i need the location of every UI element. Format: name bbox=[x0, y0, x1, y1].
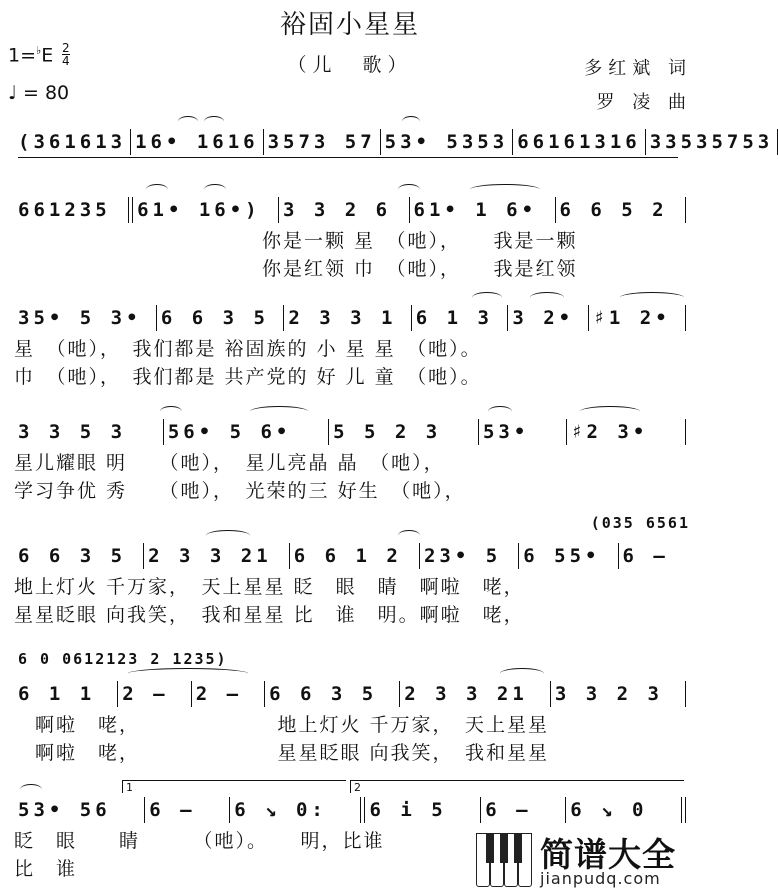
slur bbox=[204, 116, 224, 127]
measure: 6 1 3 bbox=[415, 307, 493, 329]
measure: 66161316 bbox=[517, 131, 641, 153]
measure: 6 55• bbox=[523, 545, 601, 567]
lyric-verse-1: 星 （吔）， 我们都是 裕固族的 小 星 星 （吔）。 bbox=[14, 338, 482, 360]
piano-keys-icon bbox=[476, 833, 534, 885]
slur bbox=[160, 406, 182, 417]
notes-row bbox=[14, 128, 774, 156]
measure: 6 ↘ 0: bbox=[234, 799, 327, 821]
measure: 53• 56 bbox=[18, 799, 111, 821]
slur bbox=[178, 116, 198, 127]
measure: 3 3 2 3 bbox=[554, 683, 663, 705]
lyric-verse-1: 眨 眼 睛 （吔）。 明，比谁 bbox=[14, 830, 385, 852]
measure: 23• 5 bbox=[423, 545, 502, 567]
lyric-verse-2: 学习争优 秀 （吔）， 光荣的三 好生 （吔）， bbox=[14, 480, 466, 502]
slur bbox=[206, 530, 250, 541]
measure: 6 6 5 2 bbox=[559, 199, 668, 221]
barline bbox=[685, 419, 686, 445]
logo-brand: 简谱大全 bbox=[540, 835, 676, 874]
lyric-verse-2: 星星眨眼 向我笑， 我和星星 比 谁 明。啊啦 咾， bbox=[14, 604, 525, 626]
lyric-verse-2: 比 谁 bbox=[14, 858, 78, 880]
lyricist: 多红斌 词 bbox=[584, 58, 692, 79]
measure: 6 1 1 bbox=[18, 683, 96, 705]
measure: ♯1 2• bbox=[593, 307, 671, 329]
volta-first-ending: 1 bbox=[122, 780, 346, 793]
lyric-verse-1: 地上灯火 千万家， 天上星星 眨 眼 睛 啊啦 咾， bbox=[14, 576, 525, 598]
measure: 6 6 3 5 bbox=[269, 683, 378, 705]
time-signature: 2 4 bbox=[62, 41, 70, 68]
slur bbox=[250, 406, 308, 417]
lyric-verse-2: 巾 （吔）， 我们都是 共产党的 好 儿 童 （吔）。 bbox=[14, 366, 482, 388]
measure: 53• bbox=[482, 421, 530, 443]
beam-underline bbox=[18, 157, 678, 158]
measure: 661235 bbox=[18, 199, 111, 221]
measure: 33535753 bbox=[649, 131, 774, 153]
measure: 2 — bbox=[122, 683, 169, 705]
measure: 2 3 3 1 bbox=[288, 307, 397, 329]
key-signature: 1=♭E bbox=[8, 44, 54, 67]
notes-row bbox=[14, 542, 686, 570]
measure: 3573 57 bbox=[267, 131, 376, 153]
slur bbox=[472, 292, 502, 303]
slur bbox=[500, 668, 544, 679]
credits bbox=[584, 52, 692, 120]
measure: 6 6 3 5 bbox=[18, 545, 127, 567]
slur bbox=[402, 116, 420, 127]
barline bbox=[685, 681, 686, 707]
lyric-verse-1: 你是一颗 星 （吔）， 我是一颗 bbox=[262, 230, 578, 252]
measure: 6 i 5 bbox=[369, 799, 447, 821]
measure: 2 3 3 21 bbox=[404, 683, 528, 705]
measure: 6 ↘ 0 bbox=[570, 799, 648, 821]
notes-row bbox=[14, 418, 686, 446]
measure: (361613 bbox=[18, 131, 127, 153]
slur bbox=[128, 668, 248, 679]
lyric-verse-2: 啊啦 咾， 星星眨眼 向我笑， 我和星星 bbox=[14, 742, 550, 764]
measure: 5 5 2 3 bbox=[333, 421, 442, 443]
measure: 35• 5 3• bbox=[18, 307, 142, 329]
final-barline bbox=[681, 797, 686, 823]
interlude: (035 6561 bbox=[590, 514, 690, 532]
measure: 6 6 1 2 bbox=[293, 545, 402, 567]
measure: 3 3 5 3 bbox=[18, 421, 127, 443]
lyric-verse-2: 你是红领 巾 （吔）， 我是红领 bbox=[262, 258, 578, 280]
measure: 6 — bbox=[149, 799, 196, 821]
slur bbox=[20, 784, 42, 795]
slur bbox=[398, 530, 420, 541]
measure: 56• 5 6• bbox=[167, 421, 292, 443]
lyric-verse-1: 星儿耀眼 明 （吔）， 星儿亮晶 晶 （吔）， bbox=[14, 452, 445, 474]
measure: 61• 16•) bbox=[137, 199, 261, 221]
tempo-marking: ♩ = 80 bbox=[8, 82, 70, 104]
measure: 6 6 3 5 bbox=[160, 307, 269, 329]
volta-second-ending: 2 bbox=[350, 780, 684, 793]
composer: 罗 凌 曲 bbox=[596, 92, 692, 113]
measure: 2 — bbox=[195, 683, 243, 705]
slur bbox=[530, 292, 564, 303]
notes-row bbox=[14, 796, 686, 824]
notes-row bbox=[14, 196, 686, 224]
barline bbox=[685, 197, 686, 223]
measure: 6 — bbox=[622, 545, 669, 567]
song-subtitle: （儿 歌） bbox=[287, 54, 413, 76]
slur bbox=[580, 406, 640, 417]
measure: 2 3 3 21 bbox=[148, 545, 272, 567]
measure: 3 3 2 6 bbox=[283, 199, 392, 221]
slur bbox=[146, 184, 168, 195]
site-logo bbox=[476, 829, 696, 891]
slur bbox=[470, 184, 540, 195]
slur bbox=[620, 292, 684, 303]
slur bbox=[204, 184, 226, 195]
measure: ♯2 3• bbox=[571, 421, 649, 443]
measure: 3 2• bbox=[512, 307, 575, 329]
lyric-verse-1: 啊啦 咾， 地上灯火 千万家， 天上星星 bbox=[14, 714, 550, 736]
measure: 61• 1 6• bbox=[413, 199, 538, 221]
logo-url: jianpudq.com bbox=[540, 869, 661, 888]
slur bbox=[398, 184, 420, 195]
notes-row bbox=[14, 680, 686, 708]
measure: 53• 5353 bbox=[384, 131, 509, 153]
barline bbox=[685, 305, 686, 331]
measure: 6 — bbox=[485, 799, 532, 821]
measure: 16• 1616 bbox=[135, 131, 259, 153]
interlude: 6 0 0612123 2 1235) bbox=[18, 650, 228, 668]
notes-row bbox=[14, 304, 686, 332]
slur bbox=[488, 406, 512, 417]
song-title: 裕固小星星 bbox=[279, 10, 420, 40]
